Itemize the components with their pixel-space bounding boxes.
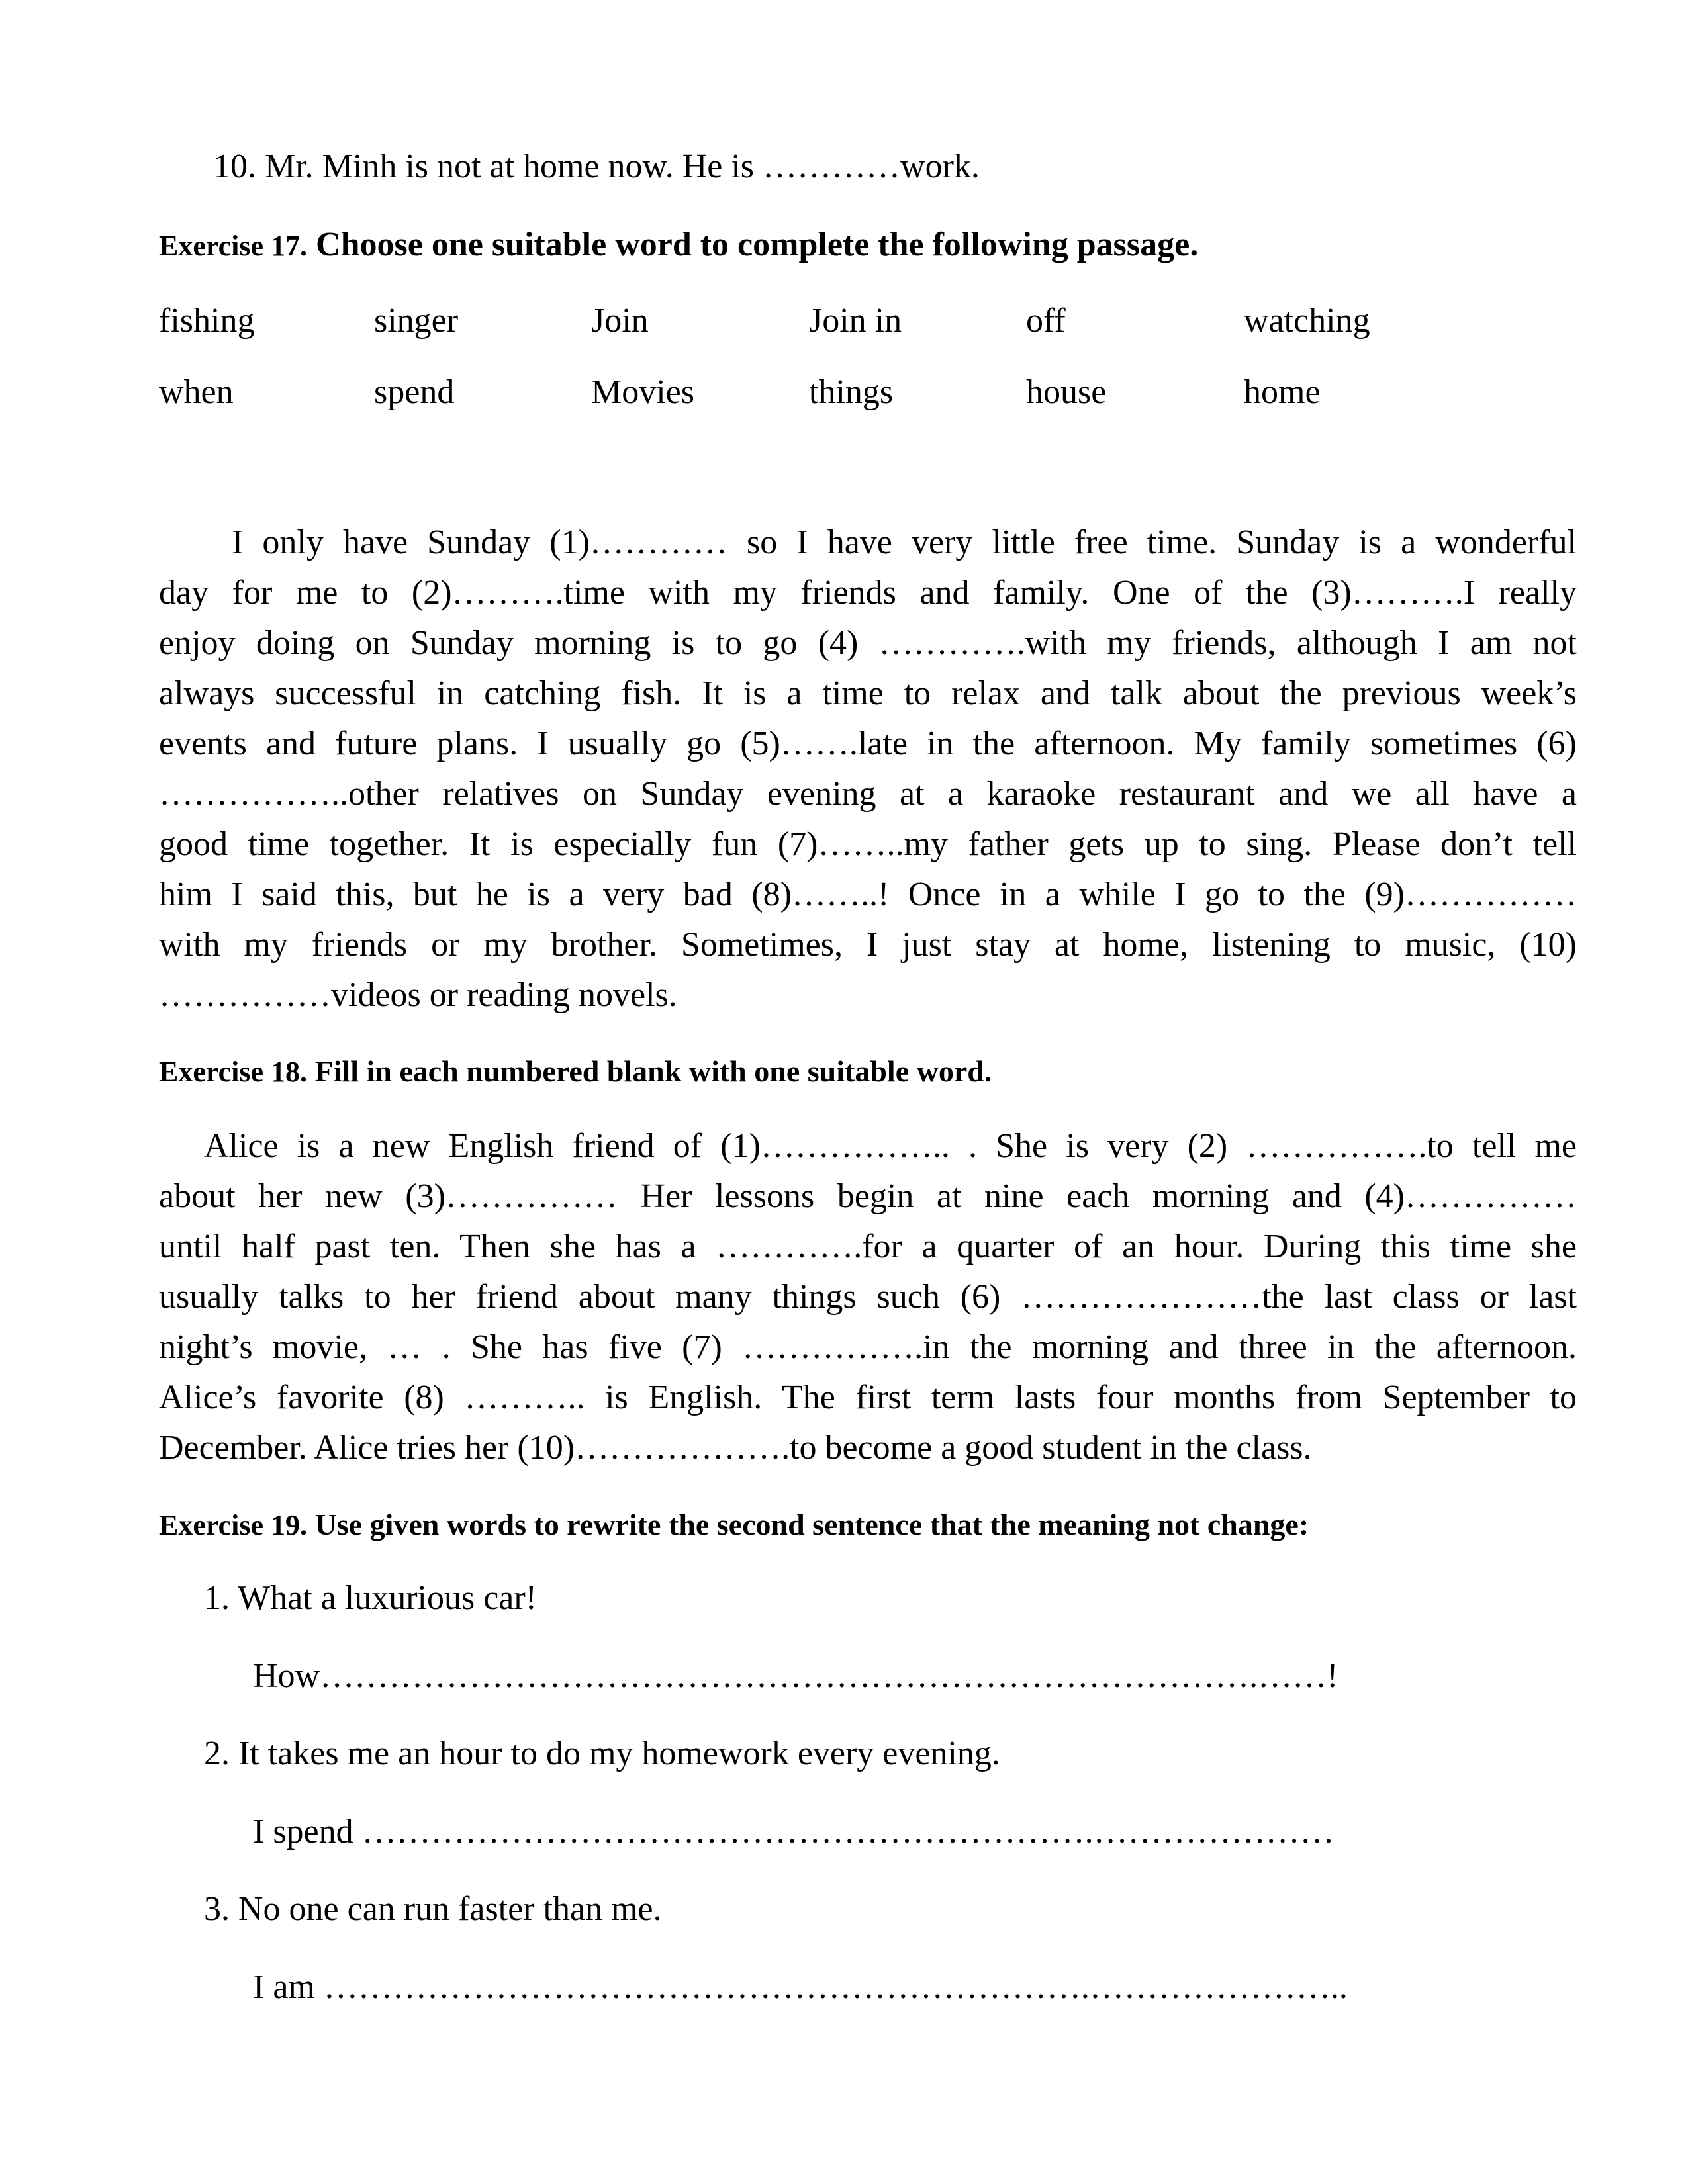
word-bank-item: house	[1026, 373, 1107, 411]
word-bank-item: Join	[591, 302, 649, 340]
rewrite-answer-line[interactable]: I am ………………………………………………………….…………………..	[253, 1968, 1348, 2006]
word-bank-item: spend	[374, 373, 455, 411]
word-bank-item: off	[1026, 302, 1066, 340]
passage-line: ……………..other relatives on Sunday evening at a karaoke restaurant and we all have a	[159, 775, 1577, 813]
rewrite-answer-line[interactable]: I spend ……………………………………………………….…………………	[253, 1813, 1335, 1850]
passage-line: Alice is a new English friend of (1)…………….. . She is very (2) …………….to tell me	[204, 1127, 1577, 1165]
passage-line: usually talks to her friend about many things such (6) …………………the last class or last	[159, 1278, 1577, 1316]
rewrite-answer-line[interactable]: How……………………………………………………………………….……!	[253, 1657, 1338, 1695]
word-bank-item: home	[1244, 373, 1321, 411]
passage-line: events and future plans. I usually go (5)…….late in the afternoon. My family sometimes (6)	[159, 725, 1577, 762]
word-bank-item: watching	[1244, 302, 1370, 340]
word-bank-item: Movies	[591, 373, 694, 411]
passage-line: good time together. It is especially fun (7)……..my father gets up to sing. Please don’t tell	[159, 825, 1577, 863]
word-bank-item: Join in	[809, 302, 902, 340]
word-bank-item: singer	[374, 302, 459, 340]
exercise-17-title: Choose one suitable word to complete the following passage.	[307, 226, 1199, 263]
rewrite-item-prompt: 2. It takes me an hour to do my homework every evening.	[204, 1735, 1000, 1772]
exercise-17-label: Exercise 17.	[159, 230, 308, 262]
passage-line: him I said this, but he is a very bad (8)……..! Once in a while I go to the (9)……………	[159, 876, 1577, 913]
passage-line: with my friends or my brother. Sometimes, I just stay at home, listening to music, (10)	[159, 926, 1577, 964]
exercise-18-passage	[159, 1121, 1577, 1473]
passage-line: day for me to (2)……….time with my friends and family. One of the (3)……….I really	[159, 574, 1577, 612]
exercise-19-heading	[159, 1507, 1309, 1542]
previous-exercise-item-10: 10. Mr. Minh is not at home now. He is …………work.	[213, 148, 980, 185]
exercise-17-heading	[159, 225, 1198, 264]
exercise-17-passage	[159, 518, 1577, 1021]
rewrite-item-prompt: 1. What a luxurious car!	[204, 1579, 537, 1617]
exercise-19-title: Use given words to rewrite the second sentence that the meaning not change:	[307, 1508, 1309, 1541]
passage-line: always successful in catching fish. It is a time to relax and talk about the previous week’s	[159, 674, 1577, 712]
passage-line: enjoy doing on Sunday morning is to go (4) ………….with my friends, although I am not	[159, 624, 1577, 662]
exercise-18-label: Exercise 18.	[159, 1056, 308, 1088]
word-bank-item: when	[159, 373, 234, 411]
passage-line: December. Alice tries her (10)……………….to become a good student in the class.	[159, 1429, 1312, 1467]
passage-line: Alice’s favorite (8) ……….. is English. The first term lasts four months from September to	[159, 1379, 1577, 1416]
passage-line: about her new (3)…………… Her lessons begin at nine each morning and (4)……………	[159, 1177, 1577, 1215]
passage-line: I only have Sunday (1)………… so I have very little free time. Sunday is a wonderful	[232, 523, 1577, 561]
rewrite-item-prompt: 3. No one can run faster than me.	[204, 1890, 662, 1928]
passage-line: until half past ten. Then she has a ………….for a quarter of an hour. During this time she	[159, 1228, 1577, 1265]
passage-line: ……………videos or reading novels.	[159, 976, 677, 1014]
exercise-18-title: Fill in each numbered blank with one suitable word.	[307, 1054, 992, 1088]
exercise-18-heading	[159, 1054, 992, 1089]
word-bank-item: things	[809, 373, 894, 411]
exercise-19-label: Exercise 19.	[159, 1509, 308, 1541]
word-bank-item: fishing	[159, 302, 255, 340]
passage-line: night’s movie, … . She has five (7) …………….in the morning and three in the afternoon.	[159, 1328, 1577, 1366]
